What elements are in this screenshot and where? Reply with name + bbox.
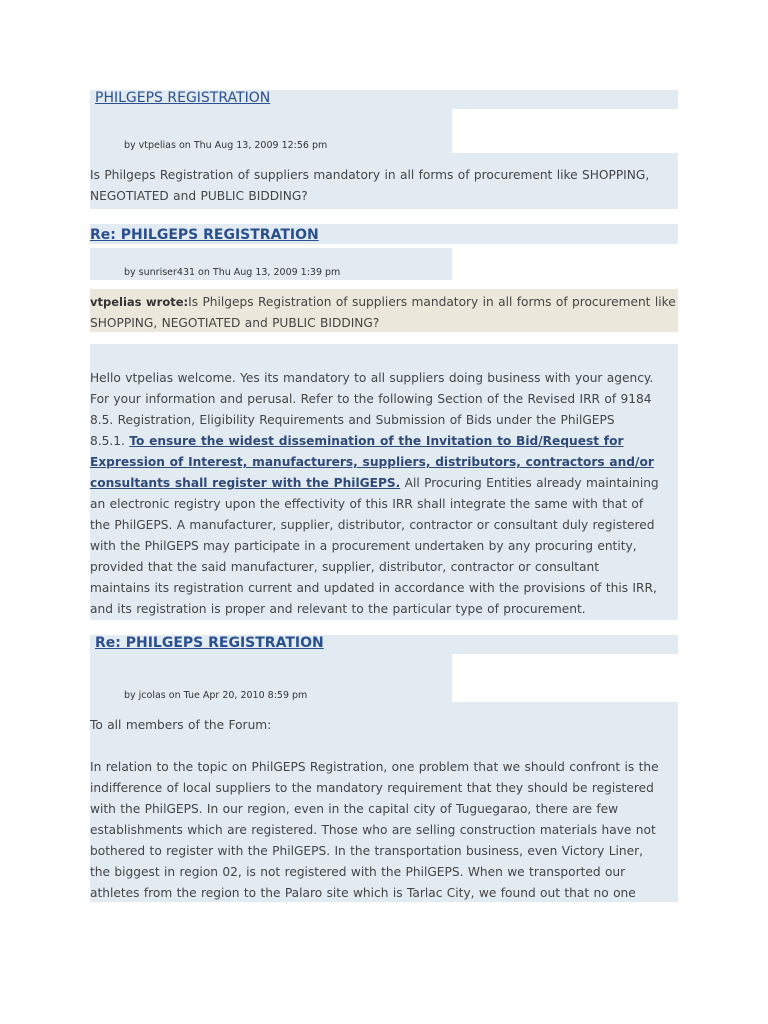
post2-body-line: maintains its registration current and updated in accordance with the provisions of this IRR, <box>90 581 657 595</box>
post2-body-line: and its registration is proper and relevant to the particular type of procurement. <box>90 602 586 616</box>
post2-body-line: For your information and perusal. Refer to the following Section of the Revised IRR of 9184 <box>90 392 652 406</box>
post2-body-line: the PhilGEPS. A manufacturer, supplier, distributor, contractor or consultant duly registered <box>90 518 655 532</box>
post3-body-line: with the PhilGEPS. In our region, even in the capital city of Tuguegarao, there are few <box>90 802 619 816</box>
post3-body-line: establishments which are registered. Those who are selling construction materials have not <box>90 823 656 837</box>
post3-body-line: indifference of local suppliers to the mandatory requirement that they should be registered <box>90 781 654 795</box>
quote-text: Is Philgeps Registration of suppliers mandatory in all forms of procurement like <box>188 295 676 309</box>
post3-body <box>90 757 659 904</box>
section-number: 8.5.1. <box>90 434 130 448</box>
post3-body-line: athletes from the region to the Palaro site which is Tarlac City, we found out that no one <box>90 886 636 900</box>
post2-quote <box>90 292 676 334</box>
post1-body-line: Is Philgeps Registration of suppliers mandatory in all forms of procurement like SHOPPING, <box>90 168 650 182</box>
post3-greeting: To all members of the Forum: <box>90 718 272 732</box>
post2-body <box>90 368 659 620</box>
quote-text-line2: SHOPPING, NEGOTIATED and PUBLIC BIDDING? <box>90 316 380 330</box>
post2-body-line: 8.5. Registration, Eligibility Requirements and Submission of Bids under the PhilGEPS <box>90 413 615 427</box>
post1-title[interactable]: PHILGEPS REGISTRATION <box>95 90 271 106</box>
irr-link-part1[interactable]: To ensure the widest dissemination of the Invitation to Bid/Request for <box>129 434 624 448</box>
quote-author: vtpelias wrote: <box>90 295 189 309</box>
post3-body-line: bothered to register with the PhilGEPS. In the transportation business, even Victory Liner, <box>90 844 643 858</box>
post1-body-line: NEGOTIATED and PUBLIC BIDDING? <box>90 189 308 203</box>
post3-byline: by jcolas on Tue Apr 20, 2010 8:59 pm <box>124 690 308 701</box>
post2-body-line: provided that the said manufacturer, supplier, distributor, contractor or consultant <box>90 560 600 574</box>
post3-body-line: the biggest in region 02, is not registered with the PhilGEPS. When we transported our <box>90 865 626 879</box>
post2-title[interactable]: Re: PHILGEPS REGISTRATION <box>90 227 319 243</box>
post1-body <box>90 165 649 207</box>
post2-body-line: an electronic registry upon the effectivity of this IRR shall integrate the same with that of <box>90 497 644 511</box>
post2-after-link: All Procuring Entities already maintaining <box>400 476 659 490</box>
post1-byline: by vtpelias on Thu Aug 13, 2009 12:56 pm <box>124 140 328 151</box>
post2-byline: by sunriser431 on Thu Aug 13, 2009 1:39 pm <box>124 267 341 278</box>
post2-body-line: with the PhilGEPS may participate in a procurement undertaken by any procuring entity, <box>90 539 637 553</box>
post3-body-line: In relation to the topic on PhilGEPS Registration, one problem that we should confront is the <box>90 760 659 774</box>
post3-title[interactable]: Re: PHILGEPS REGISTRATION <box>95 635 324 651</box>
irr-link-part3[interactable]: consultants shall register with the PhilGEPS. <box>90 476 401 490</box>
post2-body-line: Hello vtpelias welcome. Yes its mandatory to all suppliers doing business with your agency. <box>90 371 654 385</box>
irr-link-part2[interactable]: Expression of Interest, manufacturers, suppliers, distributors, contractors and/or <box>90 455 654 469</box>
